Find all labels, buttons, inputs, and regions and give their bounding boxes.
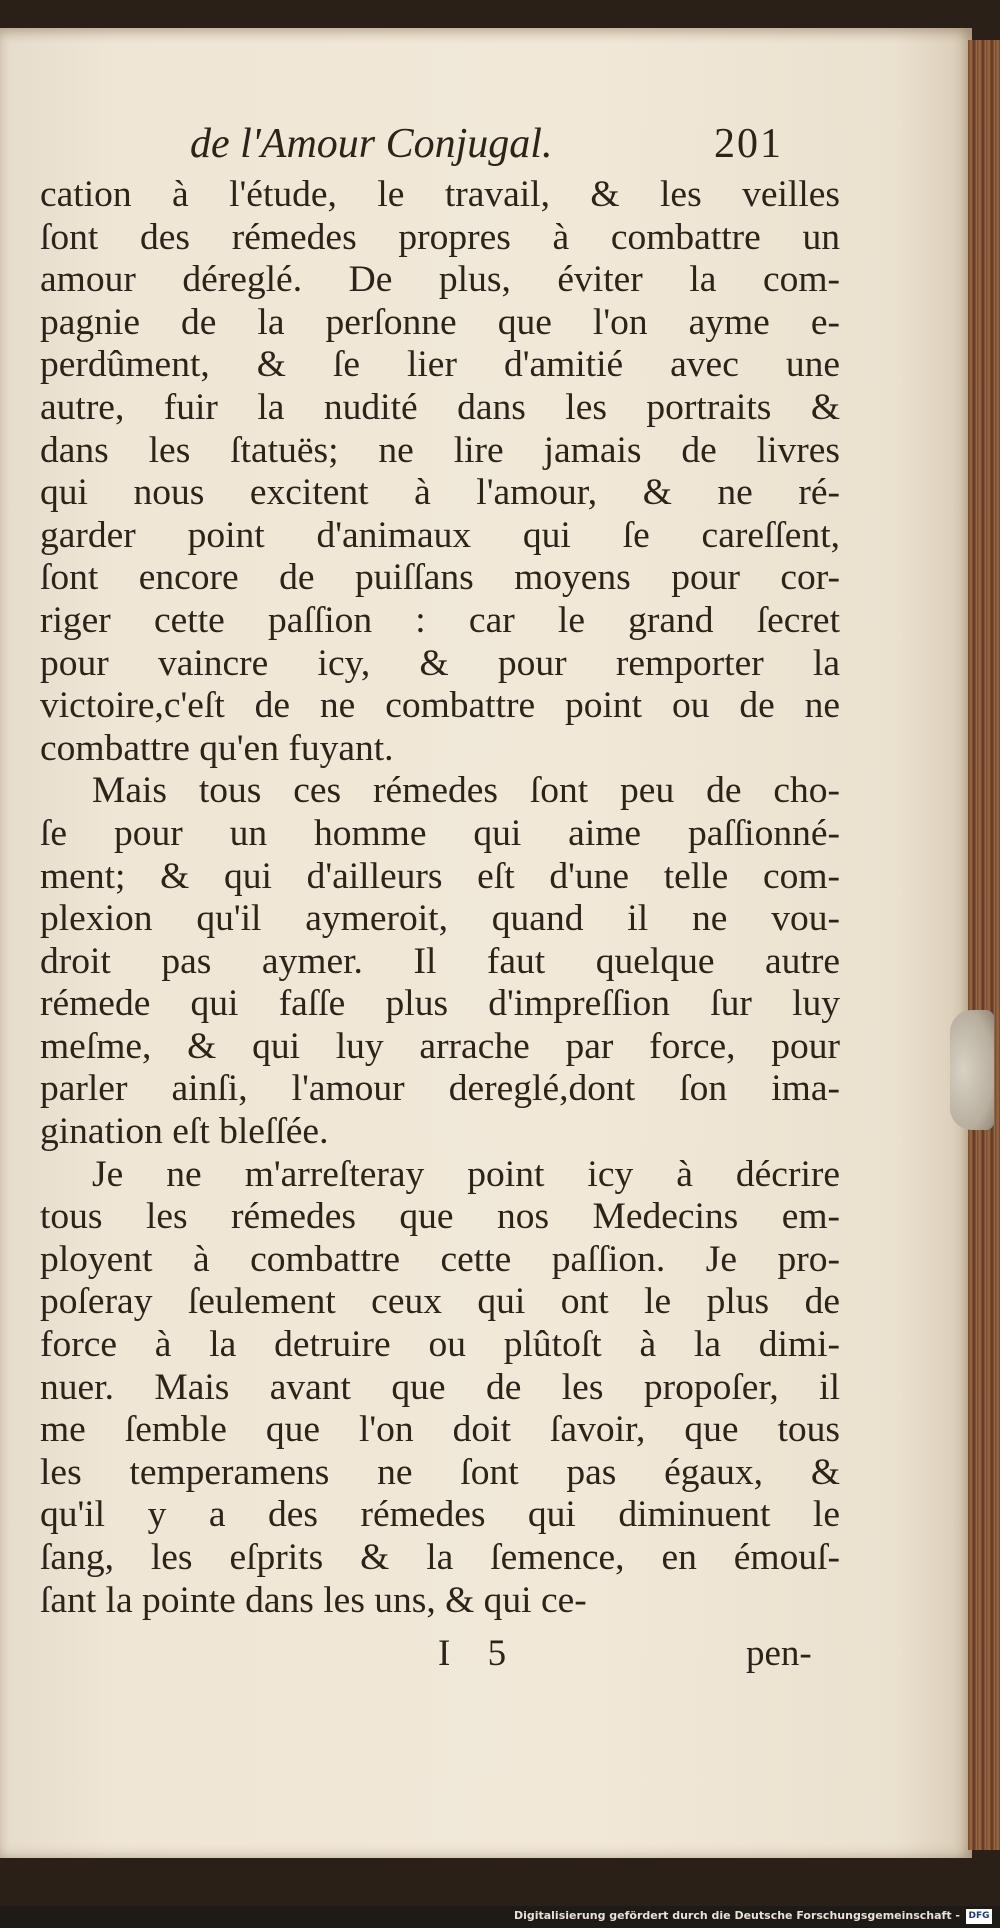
dfg-logo: DFG — [966, 1909, 992, 1924]
text-line: qui nous excitent à l'amour, & ne ré- — [40, 472, 840, 514]
catchword: pen- — [746, 1633, 812, 1674]
text-line: pagnie de la perſonne que l'on ayme e- — [40, 301, 840, 343]
text-line: poſeray ſeulement ceux qui ont le plus de — [40, 1281, 840, 1323]
running-title: de l'Amour Conjugal. — [190, 121, 553, 167]
text-line: meſme, & qui luy arrache par force, pour — [40, 1025, 840, 1067]
text-line: ſe pour un homme qui aime paſſionné- — [40, 812, 840, 854]
text-line: droit pas aymer. Il faut quelque autre — [40, 940, 840, 982]
text-line: ſont encore de puiſſans moyens pour cor- — [40, 557, 840, 599]
text-line: garder point d'animaux qui ſe careſſent, — [40, 514, 840, 556]
text-line: dans les ſtatuës; ne lire jamais de livres — [40, 429, 840, 471]
text-line: nuer. Mais avant que de les propoſer, il — [40, 1366, 840, 1408]
text-line: ſang, les eſprits & la ſemence, en émouſ- — [40, 1537, 840, 1578]
text-line: les temperamens ne ſont pas égaux, & — [40, 1451, 840, 1493]
text-line: victoire,c'eſt de ne combattre point ou de ne — [40, 685, 840, 727]
page-header — [0, 120, 1000, 176]
page-edges — [968, 40, 1000, 1850]
signature-mark: I 5 — [438, 1633, 521, 1674]
text-line: force à la detruire ou plûtoſt à la dimi- — [40, 1324, 840, 1366]
text-line: qu'il y a des rémedes qui diminuent le — [40, 1494, 840, 1536]
text-line: gination eſt bleſſée. — [40, 1111, 329, 1153]
text-line: Mais tous ces rémedes ſont peu de cho- — [92, 770, 840, 812]
credit-bar — [0, 1906, 1000, 1928]
text-line: ployent à combattre cette paſſion. Je pro- — [40, 1238, 840, 1280]
text-line: plexion qu'il aymeroit, quand il ne vou- — [40, 898, 840, 940]
bookmark-tab — [950, 1010, 994, 1130]
digitization-credit: Digitalisierung gefördert durch die Deutsche Forschungsgemeinschaft - — [513, 1909, 960, 1922]
text-line: ſont des rémedes propres à combattre un — [40, 216, 840, 258]
page-footer — [0, 1632, 1000, 1682]
text-line: riger cette paſſion : car le grand ſecret — [40, 599, 840, 641]
text-line: ment; & qui d'ailleurs eſt d'une telle com- — [40, 855, 840, 897]
text-line: autre, fuir la nudité dans les portraits & — [40, 386, 840, 428]
text-line: combattre qu'en fuyant. — [40, 727, 394, 769]
text-line: parler ainſi, l'amour dereglé,dont ſon ima- — [40, 1068, 840, 1110]
text-line: Je ne m'arreſteray point icy à décrire — [92, 1153, 840, 1195]
text-line: me ſemble que l'on doit ſavoir, que tous — [40, 1409, 840, 1451]
text-line: tous les rémedes que nos Medecins em- — [40, 1196, 840, 1238]
page-number: 201 — [714, 121, 783, 167]
text-line: amour déreglé. De plus, éviter la com- — [40, 259, 840, 301]
text-line: cation à l'étude, le travail, & les veilles — [40, 174, 840, 215]
body-text — [40, 174, 840, 1622]
text-line: rémede qui faſſe plus d'impreſſion ſur luy — [40, 983, 840, 1025]
text-line: perdûment, & ſe lier d'amitié avec une — [40, 344, 840, 386]
text-line: ſant la pointe dans les uns, & qui ce- — [40, 1579, 587, 1621]
text-line: pour vaincre icy, & pour remporter la — [40, 642, 840, 684]
